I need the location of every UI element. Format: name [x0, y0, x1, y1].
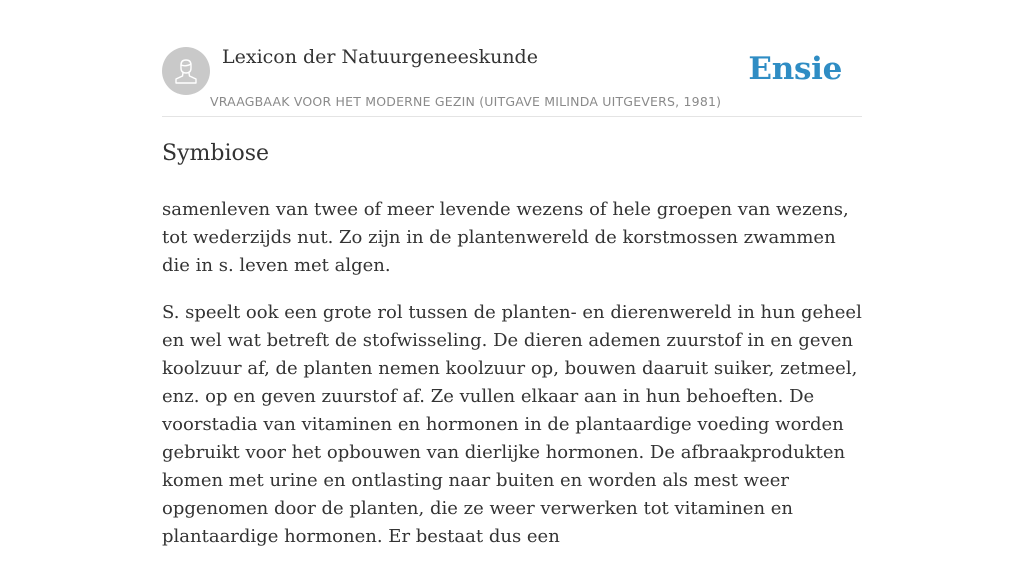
entry-paragraph: S. speelt ook een grote rol tussen de planten- en dierenwereld in hun geheel en wel wat betreft de stofwisseling. De dieren ademen zuurstof in en geven koolzuur af, de planten nemen koolzuur op, bouwen daaruit suiker, zetmeel, enz. op en geven zuurstof af. Ze vullen elkaar aan in hun behoeften. De voorstadia van vitaminen en hormonen in de plantaardige voeding worden gebruikt voor het opbouwen van dierlijke hormonen. De afbraakprodukten komen met urine en ontlasting naar buiten en worden als mest weer opgenomen door de planten, die ze weer verwerken tot vitaminen en plantaardige hormonen. Er bestaat dus een	[162, 302, 862, 547]
entry-title: Symbiose	[162, 141, 270, 166]
source-title[interactable]: Lexicon der Natuurgeneeskunde	[222, 46, 538, 68]
source-header	[162, 0, 862, 117]
entry-content	[162, 136, 868, 570]
brand-logo[interactable]: Ensie	[748, 51, 842, 87]
source-subtitle: VRAAGBAAK VOOR HET MODERNE GEZIN (UITGAVE MILINDA UITGEVERS, 1981)	[210, 94, 722, 109]
user-icon	[171, 56, 201, 86]
avatar[interactable]	[162, 47, 210, 95]
entry-paragraph: samenleven van twee of meer levende wezens of hele groepen van wezens, tot wederzijds nut. Zo zijn in de plantenwereld de korstmossen zwammen die in s. leven met algen.	[162, 199, 849, 276]
